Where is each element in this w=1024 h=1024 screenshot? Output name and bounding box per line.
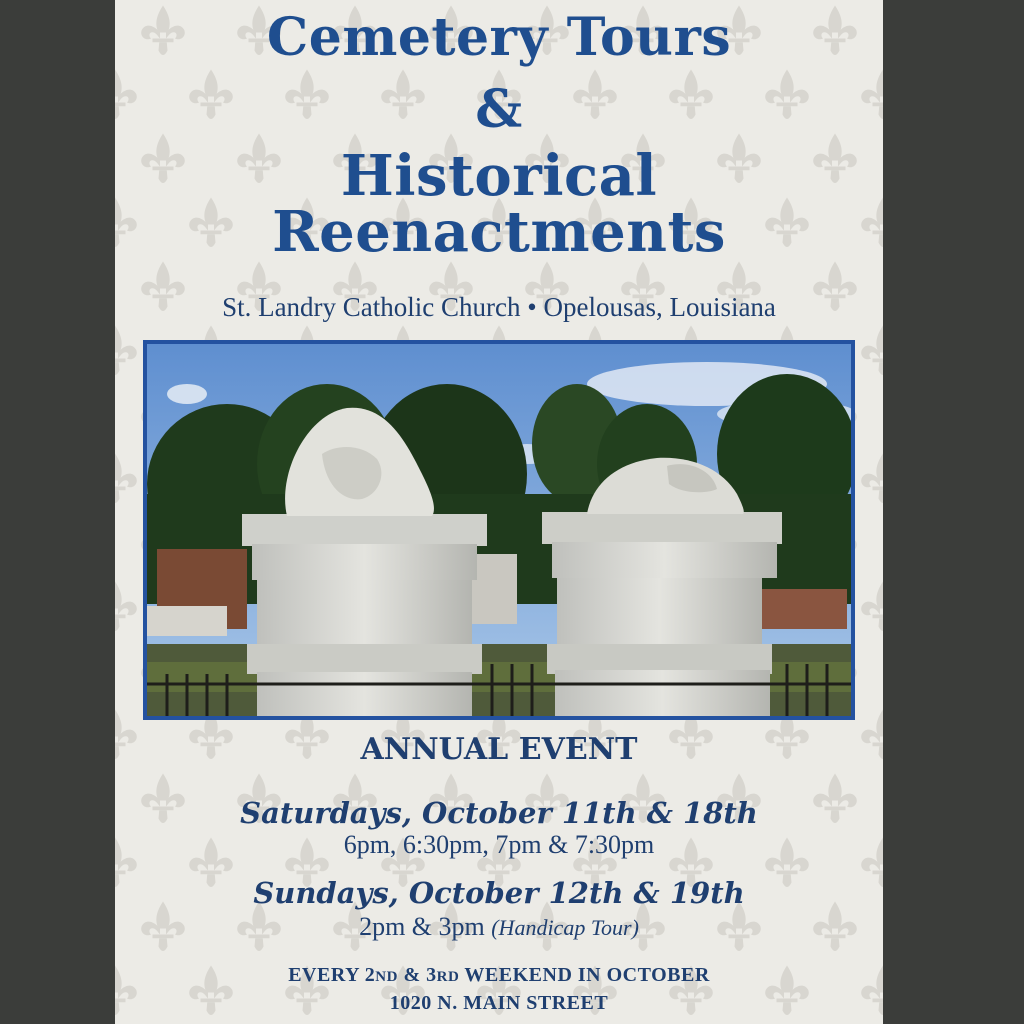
location-subtitle: St. Landry Catholic Church • Opelousas, Louisiana <box>222 292 776 322</box>
every-rd: RD <box>436 969 460 985</box>
annual-event-heading: ANNUAL EVENT <box>360 732 638 767</box>
every-pre: EVERY 2 <box>288 964 376 986</box>
event-poster <box>115 0 883 1024</box>
handicap-note: (Handicap Tour) <box>491 915 639 940</box>
title-line-1: Cemetery Tours <box>266 7 732 68</box>
every-mid: & 3 <box>397 964 437 986</box>
street-address: 1020 N. MAIN STREET <box>389 992 609 1014</box>
cemetery-lions-image <box>147 344 851 716</box>
saturday-dates: Saturdays, October 11th & 18th <box>240 796 758 830</box>
sunday-dates: Sundays, October 12th & 19th <box>253 876 745 910</box>
every-weekend-line <box>115 964 883 987</box>
title-line-4: Reenactments <box>272 199 726 265</box>
sunday-times: 2pm & 3pm <box>359 912 485 941</box>
every-nd: ND <box>375 969 398 985</box>
every-post: WEEKEND IN OCTOBER <box>459 964 710 986</box>
cemetery-photo <box>143 340 855 720</box>
saturday-times: 6pm, 6:30pm, 7pm & 7:30pm <box>343 830 655 859</box>
title-ampersand: & <box>475 79 523 140</box>
sunday-times-line <box>115 912 883 942</box>
title-line-3: Historical <box>340 143 658 209</box>
